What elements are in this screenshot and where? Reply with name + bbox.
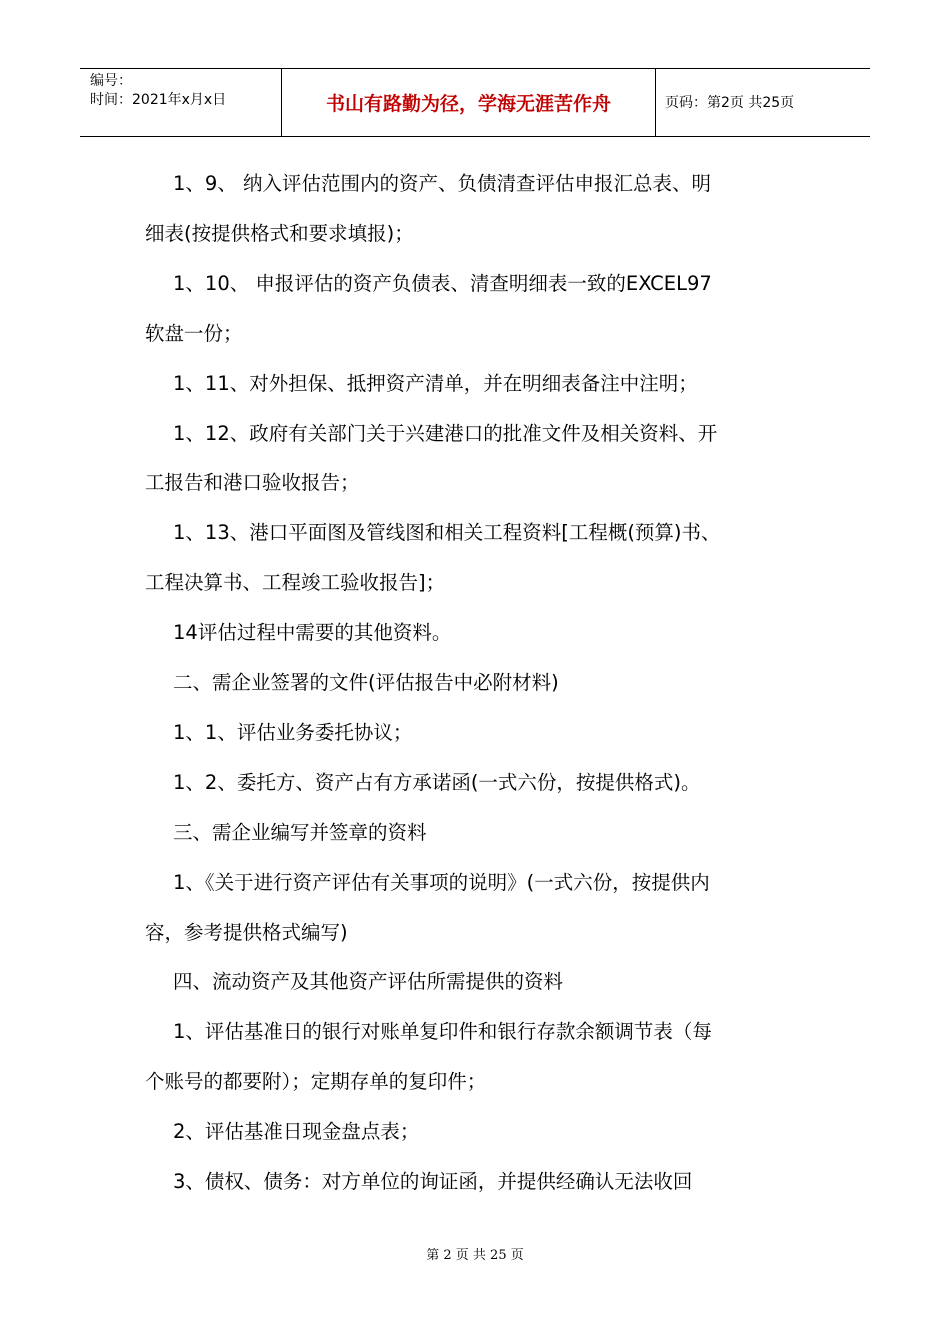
paragraph-line: 1、《关于进行资产评估有关事项的说明》(一式六份，按提供内 xyxy=(173,871,710,894)
paragraph-line: 四、流动资产及其他资产评估所需提供的资料 xyxy=(173,970,564,993)
paragraph-line: 工报告和港口验收报告； xyxy=(145,471,360,494)
page-footer: 第 2 页 共 25 页 xyxy=(426,1248,524,1263)
paragraph-line: 1、评估基准日的银行对账单复印件和银行存款余额调节表（每 xyxy=(173,1020,712,1043)
paragraph-line: 软盘一份； xyxy=(145,322,243,345)
paragraph-line: 1、10、 申报评估的资产负债表、清查明细表一致的EXCEL97 xyxy=(173,272,712,295)
paragraph-line: 1、13、港口平面图及管线图和相关工程资料[工程概(预算)书、 xyxy=(173,521,721,544)
paragraph-line: 三、需企业编写并签章的资料 xyxy=(173,821,427,844)
header-motto: 书山有路勤为径，学海无涯苦作舟 xyxy=(325,93,611,115)
time-label: 时间：2021年x月x日 xyxy=(90,92,227,108)
paragraph-line: 二、需企业签署的文件(评估报告中必附材料) xyxy=(173,671,559,694)
number-label: 编号： xyxy=(90,73,132,89)
paragraph-line: 容，参考提供格式编写) xyxy=(145,921,348,944)
paragraph-line: 3、债权、债务：对方单位的询证函，并提供经确认无法收回 xyxy=(173,1170,693,1193)
paragraph-line: 1、12、政府有关部门关于兴建港口的批准文件及相关资料、开 xyxy=(173,422,718,445)
page-header xyxy=(80,68,870,137)
paragraph-line: 14评估过程中需要的其他资料。 xyxy=(173,621,452,644)
paragraph-line: 个账号的都要附）；定期存单的复印件； xyxy=(145,1070,487,1093)
header-right-cell xyxy=(655,69,870,136)
paragraph-line: 1、2、委托方、资产占有方承诺函(一式六份，按提供格式)。 xyxy=(173,771,701,794)
page-code: 页码：第2页 共25页 xyxy=(665,95,795,111)
paragraph-line: 细表(按提供格式和要求填报)； xyxy=(145,222,414,245)
paragraph-line: 1、11、对外担保、抵押资产清单，并在明细表备注中注明； xyxy=(173,372,698,395)
paragraph-line: 工程决算书、工程竣工验收报告]； xyxy=(145,571,446,594)
header-left-cell xyxy=(80,69,281,136)
paragraph-line: 2、评估基准日现金盘点表； xyxy=(173,1120,420,1143)
header-motto-cell xyxy=(281,69,656,136)
paragraph-line: 1、1、评估业务委托协议； xyxy=(173,721,413,744)
paragraph-line: 1、9、 纳入评估范围内的资产、负债清查评估申报汇总表、明 xyxy=(173,172,712,195)
